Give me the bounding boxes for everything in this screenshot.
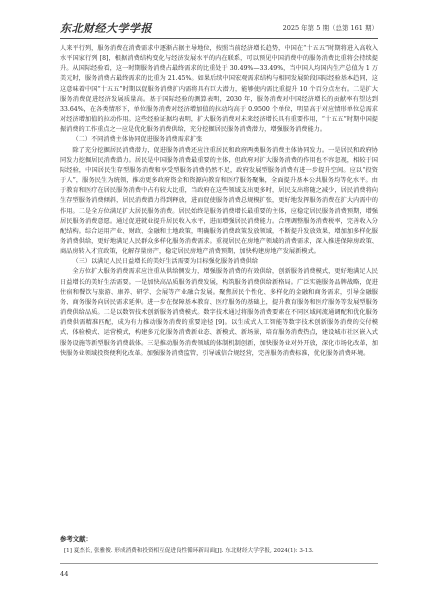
issue-info: 2025 年第 5 期（总第 161 期） bbox=[282, 24, 378, 32]
body-paragraph: 人来平行列，服务消费在消费需求中逐渐占据主导地位，按照当前经济增长趋势，中国在“十五五”时期将进入高收入水平国家行列 [8]，根据消费结构变化与经济发展水平的内在联系，可以预见中国消费中的服务消费比重将会持续提升。从国际经验看，这一时期服务消费占最终需求的比重处于 30.49%—33.49%，当中国人均国内生产总值为 1 万美元时，服务消费占最终需求的比重为 21.45%。如果后续中国宏观需求结构与相同发展阶段国际经验基本趋同，这这意味着中国“十五五”时期以促服务消费扩内需将具有巨大潜力，能够使内需比重提升 10 个百分点左右。二是扩大服务消费促进经济发展质量高。基于国际经验的测算表明，2030 年，服务消费对中国经济增长的贡献率有望达到 33.64%，在各类情形下，单位服务消费对经济增加值的拉动均高于 0.9500 个单位，明显高于对应情形单位总需求对经济增加值的拉动作用。这些经验证据均表明，扩大服务消费对未来经济增长具有重要作用，“十五五”时期中国提振消费的工作重点之一应是优化服务消费供给，充分挖掘居民服务消费潜力，增强服务消费能力。 bbox=[60, 45, 378, 134]
header-rule bbox=[60, 38, 378, 39]
section-heading: （二）不同消费主体协同促进服务消费需求扩张 bbox=[72, 136, 203, 144]
references-title: 参考文献： bbox=[60, 535, 92, 543]
journal-name: 东北财经大学学报 bbox=[60, 22, 152, 35]
section-heading: （三）以满足人民日益增长的美好生活需要为目标强化服务消费供给 bbox=[72, 258, 259, 266]
page-number: 44 bbox=[60, 570, 69, 578]
body-paragraph: 除了充分挖掘居民消费潜力，促进服务消费还应注重居民和政府两类服务消费主体协同发力。一是居民和政府协同发力挖掘居民消费潜力。居民是中国服务消费最重要的主体，但政府对扩大服务消费的作用也不容忽视，相较于国际经验，中国居民生存型服务消费和享受型服务消费仍然不足，政府发展型服务消费有进一步提升空间。应以“投资于人”，服务民生为统领，推动更多政府资金和资源向教育和医疗服务聚集，全面提升基本公共服务均等化水平。由于教育和医疗在居民服务消费中占有较大比重，当政府在这些领域支出更多时，居民支出将随之减少，居民消费将向生存型服务消费倾斜，居民消费潜力得到释放，进而促使服务消费总规模扩张，更好地发挥服务消费在扩大内需中的作用。二是全方位满足扩大居民服务消费。居民始终是服务消费增长最重要的主体，应稳定居民服务消费预期，增强居民服务消费意愿。通过促进就业提升居民收入水平，进而增强居民消费能力。合理调整服务消费税率，完善收入分配结构。综合运用产业、财政、金融和土地政策，明确服务消费政策发放领域，不断提升发放效果，增加加多样化服务消费供给，更好地满足人民群众多样化服务消费需求。重视居民在房地产领域的消费需求，深入推进保障房政策、商品房转入才宜政策，化解存量房产，稳定居民房地产消费预期，加快构建房地产发展新模式。 bbox=[60, 146, 378, 256]
reference-entry: [1] 夏杰长, 张雅俊. 形成消费和投资相互促进良性循环新局面[J]. 东北财经大学学报, 2024(1): 3-13. bbox=[64, 548, 314, 554]
article-body bbox=[60, 44, 378, 359]
running-header bbox=[60, 20, 378, 36]
footer-rule bbox=[60, 563, 378, 564]
body-paragraph: 全方位扩大服务消费需求应注重从供给侧发力，增强服务消费的有效供给，创新服务消费模式，更好地满足人民日益增长的美好生活需要。一是加快高品质服务消费发展，构筑服务消费供给新格局。广泛实施服务品牌战略，促进住宿和餐饮与旅游、康养、研学、会展等产业融合发展。聚焦居民个性化、多样化的金融和商务需求，引导金融服务、商务服务向居民需求延伸。进一步在保障基本教育、医疗服务的基础上，提升教育服务和医疗服务等发展型服务消费供给品质。二是以数智技术创新服务消费模式。数字技术通过将服务消费要素在不同区域间流通调配和优化服务消费供需精准匹配，成为有力推动服务消费的重要途径 [9]。以生成式人工智能等数字技术创新服务消费的交付模式、体验模式、运营模式，构建多元化服务消费新业态、新模式、新场景，培育服务消费热点，建设城市社区嵌入式服务设施等新型服务消费载体。三是推动服务消费领域的体制机制创新，加快服务业对外开放，深化市场化改革，加快服务业领域投资便利化改革。加强服务消费监管，引导诚信合规经营，完善服务消费标准，优化服务消费环境。 bbox=[60, 268, 378, 357]
